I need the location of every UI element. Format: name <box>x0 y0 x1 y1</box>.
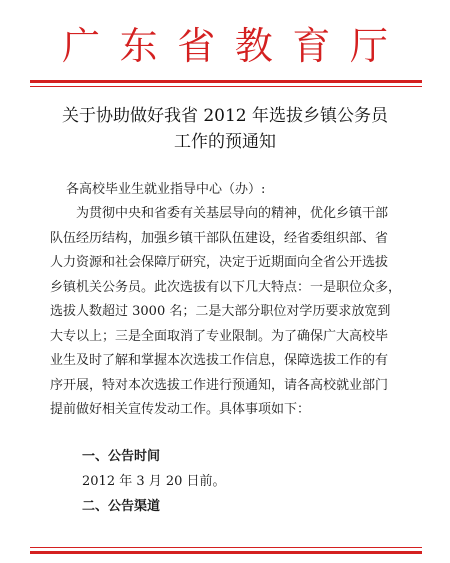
letterhead-char: 厅 <box>349 24 388 68</box>
body-line: 大专以上；三是全面取消了专业限制。为了确保广大高校毕 <box>50 328 389 344</box>
salutation: 各高校毕业生就业指导中心（办）: <box>66 182 266 197</box>
body-line: 序开展，特对本次选拔工作进行预通知，请各高校就业部门 <box>50 377 389 393</box>
section-heading-2: 二、公告渠道 <box>82 499 161 514</box>
body-line: 选拔人数超过 3000 名；二是大部分职位对学历要求放宽到 <box>50 304 391 319</box>
body-line: 人力资源和社会保障厅研究，决定于近期面向全省公开选拔 <box>50 255 389 270</box>
letterhead-char: 省 <box>177 24 216 68</box>
document-title-line2: 工作的预通知 <box>174 132 276 152</box>
letterhead-char: 教 <box>234 24 273 68</box>
letterhead <box>0 22 450 70</box>
letterhead-org-name <box>62 22 388 70</box>
letterhead-char: 广 <box>62 24 101 68</box>
letterhead-rule-thin <box>30 86 422 87</box>
section-content-1: 2012 年 3 月 20 日前。 <box>82 474 226 489</box>
body-line: 队伍经历结构，加强乡镇干部队伍建设，经省委组织部、省 <box>50 230 389 246</box>
letterhead-char: 育 <box>292 24 331 68</box>
body-line: 乡镇机关公务员。此次选拔有以下几大特点：一是职位众多， <box>50 279 402 295</box>
footer-rule-thick <box>30 551 422 554</box>
letterhead-rule-thick <box>30 80 422 83</box>
letterhead-char: 东 <box>119 24 158 68</box>
body-paragraph <box>50 202 410 423</box>
body-line: 为贯彻中央和省委有关基层导向的精神，优化乡镇干部 <box>76 206 389 221</box>
body-line: 提前做好相关宣传发动工作。具体事项如下： <box>50 402 311 417</box>
body-line: 业生及时了解和掌握本次选拔工作信息，保障选拔工作的有 <box>50 353 389 368</box>
section-heading-1: 一、公告时间 <box>82 449 161 464</box>
footer-rule-thin <box>30 547 422 548</box>
document-title-line1: 关于协助做好我省 2012 年选拔乡镇公务员 <box>61 106 389 126</box>
